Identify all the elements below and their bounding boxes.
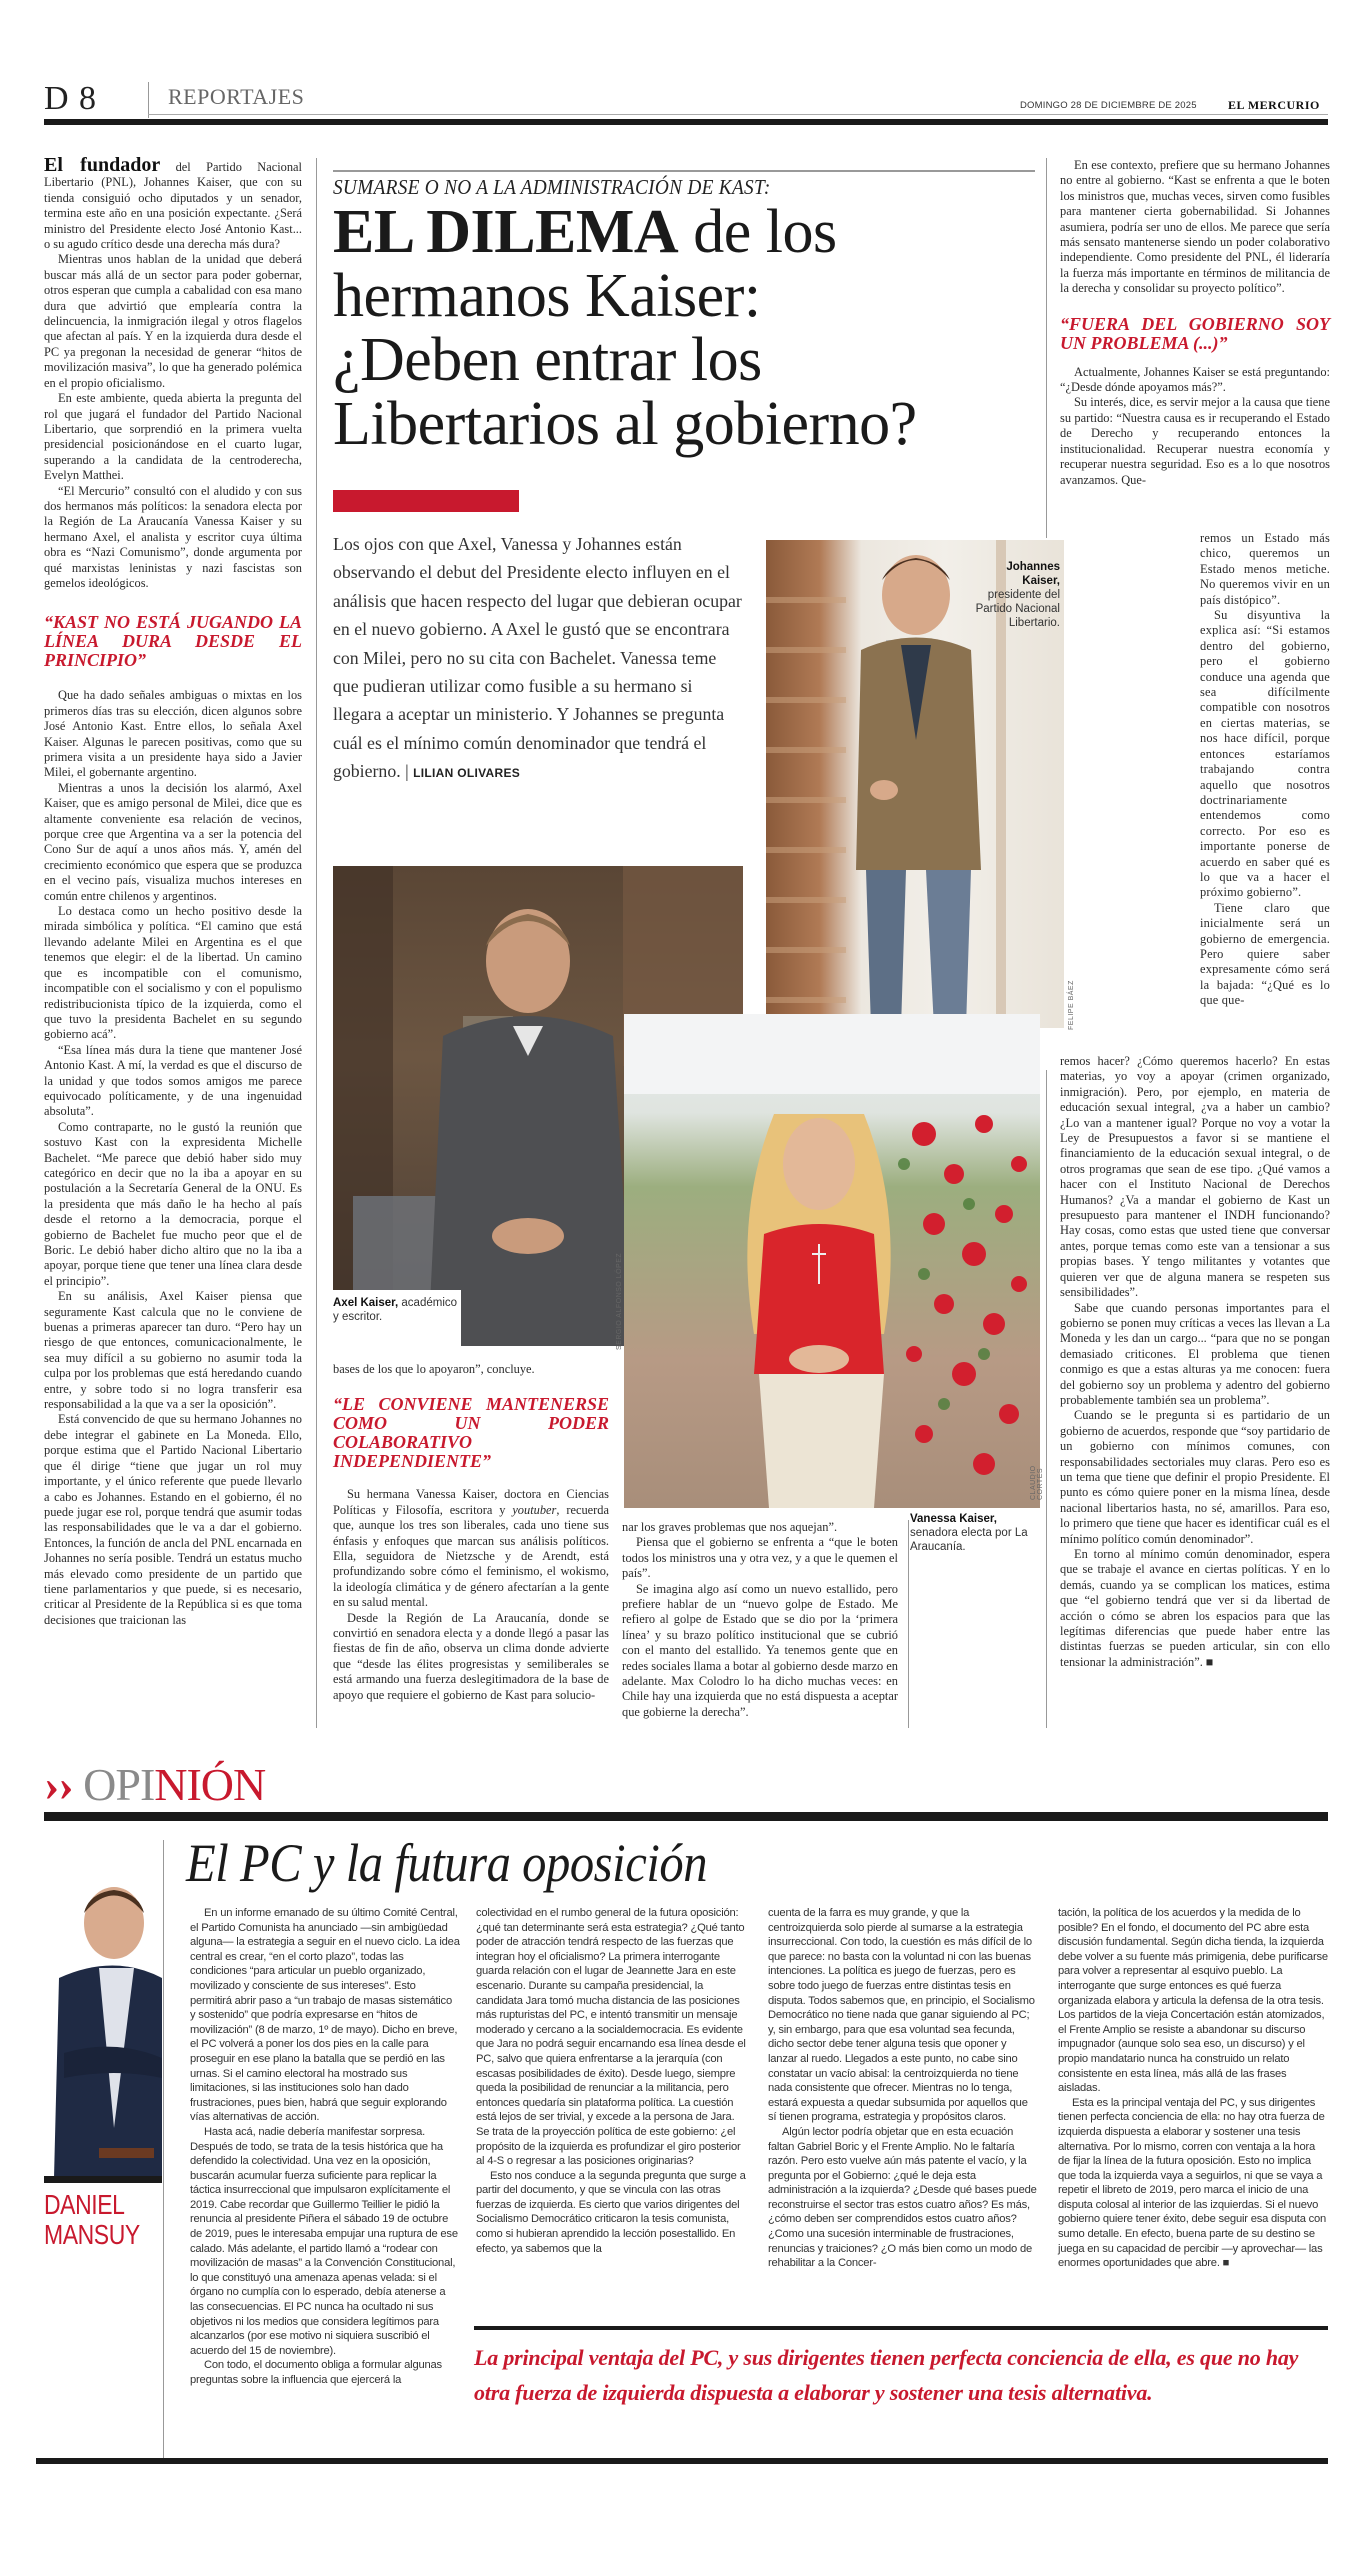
- opinion-column-2: colectividad en el rumbo general de la futura oposición: ¿qué tan determinante será esta estrategia? ¿Qué tanto poder de atracción tendrá respecto de las fuerzas que integran hoy el oficialismo? La primera interrogante guarda relación con el lugar de Jeannette Jara en este escenario. Durante su campaña presidencial, la candidata Jara tomó mucha distancia de las posiciones más rupturistas del PC, e intentó transmitir un mensaje moderado y cercano a la socialdemocracia. Es evidente que Jara no podrá seguir encarnando esa línea desde el PC, salvo que quiera enfrentarse a la jerarquía (con escasas posibilidades de éxito). Desde luego, siempre queda la posibilidad de renunciar a la militancia, pero entonces quedaría sin plataforma política. La cuestión está lejos de ser trivial, y excede a la persona de Jara. Se trata de la proyección política de este gobierno: ¿el propósito de la izquierda es profundizar el giro posterior al 4-S o regresar a las posiciones originarias? Esto nos conduce a la segunda pregunta que surge a partir del documento, y que se vincula con las otras fuerzas de izquierda. Es cierto que varios dirigentes del Socialismo Democrático criticaron la tesis comunista, como si hubieran aprendido la lección posestallido. En efecto, ya sabemos que la: [476, 1907, 746, 2255]
- opinion-column-4: tación, la política de los acuerdos y la medida de lo posible? En el fondo, el documento del PC abre esta discusión fundamental. Según dicha tienda, la izquierda debe volver a su fuente más primigenia, debe purificarse para volver a representar al esquivo pueblo. La interrogante que surge entonces es qué fuerza organizada elabora y articula la defensa de la otra tesis. Los partidos de la vieja Concertación están atomizados, el Frente Amplio se resiste a abandonar su discurso impugnador (aunque solo sea eso, un discurso) y el propio mandatario nunca ha construido un relato consistente en esta línea, más allá de las frases aisladas. Esta es la principal ventaja del PC, y sus dirigentes tienen perfecta conciencia de ella: no hay otra fuerza de izquierda dispuesta a elaborar y sostener una tesis alternativa. Por lo mismo, corren con ventaja a la hora de fijar la línea de la futura oposición. Esto no implica que toda la izquierda vaya a seguirlos, ni que se vaya a repetir el libreto de 2019, pero marca el inicio de una disputa colosal al interior de las izquierdas. Si el nuevo gobierno quiere tener éxito, debe seguir esa disputa con sumo detalle. En efecto, buena parte de su destino se juega en su capacidad de percibir —y aprovechar— las enormes oportunidades que abre. ■: [1058, 1907, 1328, 2270]
- opinion-column-3: cuenta de la farra es muy grande, y que la centroizquierda solo pierde al sumarse a la estrategia insurreccional. Con todo, la cuestión es más difícil de lo que parece: no basta con la voluntad ni con las buenas intenciones. La política es juego de fuerzas, pero es sobre todo juego de fuerzas entre distintas tesis en disputa. Todos sabemos que, en principio, el Socialismo Democrático no tiene nada que ganar siguiendo al PC; y, sin embargo, para que esa voluntad sea fecunda, dicho sector debe tener alguna tesis que oponer y lanzar al ruedo. Llegados a este punto, no cabe sino constatar un vacío abisal: la centroizquierda no tiene nada consistente que ofrecer. Mientras no lo tenga, estará expuesta a quedar subsumida por aquellos que sí tienen programa, estrategia y propósitos claros. Algún lector podría objetar que en esta ecuación faltan Gabriel Boric y el Frente Amplio. No le faltaría razón. Pero esto vuelve aún más patente el vacío, y la pregunta por el Gobierno: ¿qué le deja esta administración a la izquierda? ¿Desde qué bases puede reconstruirse el sector tras estos cuatro años? Es más, ¿cómo deben ser comprendidos estos cuatro años? ¿Como una sucesión interminable de frustraciones, renuncias y traiciones? ¿O más bien como un modo de rehabilitar a la Concer-: [768, 1907, 1037, 2270]
- pullquote-rule: [474, 2326, 1328, 2330]
- lead-in: El fundador: [44, 154, 161, 176]
- caption-vanessa: Vanessa Kaiser, senadora electa por La Araucanía.: [910, 1513, 1028, 1553]
- column-divider: [1046, 158, 1047, 538]
- page-number: D 8: [44, 80, 98, 117]
- header-date: DOMINGO 28 DE DICIEMBRE DE 2025: [1020, 100, 1197, 111]
- kicker: SUMARSE O NO A LA ADMINISTRACIÓN DE KAST:: [333, 175, 771, 199]
- header-rule-thick: [44, 119, 1328, 125]
- column-divider: [316, 158, 317, 1728]
- author-name: DANIEL MANSUY: [44, 2189, 140, 2250]
- opinion-column-1: En un informe emanado de su último Comité Central, el Partido Comunista ha anunciado —sin ambigüedad alguna— la estrategia a seguir en el nuevo ciclo. La idea central es crear, “en el corto plazo”, todas las condiciones “para articular un pueblo organizado, movilizado y consciente de sus intereses”. Esto permitirá abrir paso a “un trabajo de masas sistemático y sostenido” que podría expresarse en “hitos de movilización” (8 de marzo, 1º de mayo). Dicho en breve, el PC volverá a poner los dos pies en la calle para proseguir en ese plano la batalla que se perdió en las urnas. Si el camino electoral ha mostrado sus limitaciones, si las instituciones solo han dado frustraciones, pues bien, habrá que seguir explorando vías alternativas de acción. Hasta acá, nadie debería manifestar sorpresa. Después de todo, se trata de la tesis histórica que ha defendido la colectividad. Una vez en la oposición, buscarán acumular fuerza suficiente para replicar la táctica insurreccional que impulsaron explícitamente el 2019. Cabe recordar que Guillermo Teillier le pidió la renuncia al presidente Piñera el sábado 19 de octubre de 2019, pues le interesaba empujar una ruptura de ese calado. Más adelante, el partido llamó a “rodear con movilización de masas” a la Convención Constitucional, lo que constituyó una amenaza apenas velada: si el órgano no cumplía con lo esperado, debía atenerse a las consecuencias. El PC nunca ha ocultado ni sus objetivos ni los medios que considera legítimos para alcanzarlos (por ese motivo ni siquiera suscribió el acuerdo del 15 de noviembre). Con todo, el documento obliga a formular algunas preguntas sobre la influencia que ejercerá la: [190, 1907, 460, 2386]
- end-mark: ■: [1205, 1654, 1214, 1669]
- opinion-rule-thick: [44, 1812, 1328, 1821]
- credit-axel: SERGIO ALFONSO LÓPEZ: [616, 1252, 623, 1350]
- lede: Los ojos con que Axel, Vanessa y Johannes están observando el debut del Presidente electo influyen en el análisis que hacen respecto del lugar que debieran ocupar en el nuevo gobierno. A Axel le gustó que se encontrara con Milei, pero no su cita con Bachelet. Vanessa teme que pudieran utilizar como fusible a su hermano si llegara a aceptar un ministerio. Y Johannes se pregunta cuál es el mínimo común denominador que tendrá el gobierno. | LILIAN OLIVARES: [333, 534, 742, 782]
- article-column-4-narrow: remos un Estado más chico, queremos un Estado menos metiche. No queremos vivir en un país distópico”. Su disyuntiva la explica así: “Si estamos dentro del gobierno, pero el gobierno conduce una agenda que sea difícilmente compatible con nosotros en ciertas materias, se nos hace difícil, porque entonces estaríamos trabajando contra aquello que nosotros doctrinariamente entendemos como correcto. Por eso es importante ponerse de acuerdo en saber qué es lo que va a hacer el próximo gobierno”. Tiene claro que inicialmente será un gobierno de emergencia. Pero quiere saber expresamente cómo será la bajada: “¿Qué es lo que que-: [1200, 531, 1330, 1008]
- opinion-title: El PC y la futura oposición: [186, 1833, 708, 1893]
- article-column-4-wide: remos hacer? ¿Cómo queremos hacerlo? En estas materias, yo voy a apoyar (crimen organizado, inmigración). Pero, por ejemplo, en materia de educación sexual integral, ¿va a haber un cambio? ¿Lo van a mantener igual? Porque no voy a votar la Ley de Presupuestos a favor si se mantiene el financiamiento de la educación sexual integral, o de otros programas que sean de ese tipo. ¿Qué vamos a hacer con el Instituto Nacional de Derechos Humanos? ¿Va a mandar el gobierno de Kast un presupuesto para mantener el INDH funcionando? Hay cosas, como estas que usted tiene que conversar antes, porque temas como este van a tensionar a sus propias bases. Y tengo militantes y votantes que quieren ver que de alguna manera se respeten sus sensibilidades”. Sabe que cuando personas importantes para el gobierno se ponen muy críticas a veces las llevan a La Moneda y les dan un cargo... “para que no se pongan demasiado criticones. El problema que tienen conmigo es que a estas alturas ya me conocen: fuera del gobierno soy un problema y adentro del gobierno probablemente también sea un problema”. Cuando se le pregunta si es partidario de un gobierno de acuerdos, responde que “soy partidario de un gobierno con mínimos comunes, con responsabilidades sectoriales muy claras. Pero eso es un tema que tiene que definir el propio Presidente. El punto es cómo quiere poner en la misma línea, desde nacional libertarios hasta, no sé, amarillos. Para eso, lo primero que tiene que hacer es identificar cuál es el mínimo político común denominador”. En torno al mínimo común denominador, espera que se trabaje el avance en ciertas políticas. Y en lo demás, cuando ya se complican los matices, estima que “el gobierno tendrá que ver si da libertad de acción o cómo se abren los espacios para que las legítimas diferencias que puede haber entre las distintas fuerzas se pueden articular, sin con ello tensionar la administración”. ■: [1060, 1054, 1330, 1669]
- author-figure-icon: [44, 1878, 162, 2178]
- kicker-rule: [333, 170, 1035, 172]
- vanessa-figure-icon: [624, 1014, 1040, 1508]
- column-divider: [1046, 1070, 1047, 1728]
- footer-rule: [36, 2458, 1328, 2464]
- subhead-kast: “KAST NO ESTÁ JUGANDO LA LÍNEA DURA DESDE EL PRINCIPIO”: [44, 612, 302, 671]
- headline-bold: EL DILEMA: [333, 198, 679, 266]
- section-label: REPORTAJES: [168, 84, 305, 109]
- author-bar: [44, 2176, 162, 2183]
- subhead-vanessa: “LE CONVIENE MANTENERSE COMO UN PODER COLABORATIVO INDEPENDIENTE”: [333, 1394, 609, 1472]
- newspaper-name: EL MERCURIO: [1228, 98, 1320, 112]
- opinion-section-title: ›› OPINIÓN: [44, 1759, 266, 1810]
- byline: LILIAN OLIVARES: [413, 766, 521, 781]
- article-column-1: El fundador del Partido Nacional Libertario (PNL), Johannes Kaiser, que con su tienda consiguió ocho diputados y un senador, termina este año en una posición expectante. ¿Será ministro del Presidente electo José Antonio Kast... o su agudo crítico desde una derecha más dura? Mientras unos hablan de la unidad que deberá buscar más allá de un sector para poder gobernar, otros esperan que cumpla a cabalidad con esa mano dura que advirtió que emplearía contra la delincuencia, la inmigración ilegal y otros flagelos que afectan al país. Y en la izquierda dura desde el PC ya pregonan la necesidad de generar “hitos de movilización masiva”, lo que ha generado polémica en el propio oficialismo. En este ambiente, queda abierta la pregunta del rol que jugará el fundador del Partido Nacional Libertario, que sorprendió en la primera vuelta presidencial posicionándose en el cuarto lugar, superando a la candidata de la centroderecha, Evelyn Matthei. “El Mercurio” consultó con el aludido y con sus dos hermanos más políticos: la senadora electa por la Región de La Araucanía Vanessa Kaiser y su hermano Axel, el analista y escritor cuya última obra es “Nazi Comunismo”, donde argumenta por qué marxistas leninistas y nazi fascistas son gemelos ideológicos. “KAST NO ESTÁ JUGANDO LA LÍNEA DURA DESDE EL PRINCIPIO” Que ha dado señales ambiguas o mixtas en los primeros días tras su elección, dicen algunos sobre José Antonio Kast. Entre ellos, lo señala Axel Kaiser. Algunas le parecen positivas, como que su primera visita a un presidente haya sido a Javier Milei, el gobernante argentino. Mientras a unos la decisión los alarmó, Axel Kaiser, que es amigo personal de Milei, dice que es altamente conveniente esa relación de vecinos, porque cree que Argentina va a ser la potencia del Cono Sur de aquí a unos años más. Y, amén del crecimiento económico que espera que se produzca en el vecino país, visualiza muchos intereses en común entre chilenos y argentinos. Lo destaca como un hecho positivo desde la mirada simbólica y política. “El camino que está llevando adelante Milei en Argentina es el que tenemos que elegir: el de la libertad. Un camino que es incompatible con el comunismo, incompatible con el socialismo y con el populismo redistribucionista típico de la izquierda, como el que tuvo la presidenta Bachelet en su segundo gobierno acá”. “Esa línea más dura la tiene que mantener José Antonio Kast. A mí, la verdad es que el discurso de la unidad y que todos somos amigos me parece equivocado políticamente, y de una ingenuidad absoluta”. Como contraparte, no le gustó la reunión que sostuvo Kast con la expresidenta Michelle Bachelet. “Me parece que debió haber sido muy categórico en decir que no la iba a apoyar en su postulación a la Secretaría General de la ONU. Es la presidenta que más daño le ha hecho al país desde el retorno a la democracia, porque el gobierno de Bachelet fue mucho peor que el de Boric. Le debió haber dicho altiro que no la iba a apoyar, porque tiene que tener una línea clara desde el principio”. En su análisis, Axel Kaiser piensa que seguramente Kast calcula que no le conviene de buenas a primeras aparecer tan duro. “Pero hay un riesgo de que entonces, comunicacionalmente, le sea muy difícil a su gobierno no asumir toda la culpa por los problemas que está heredando cuando entre, y sobre todo si no logra transferir esa responsabilidad a la que va a ser la oposición”. Está convencido de que su hermano Johannes no debe integrar el gabinete en La Moneda. Ello, porque estima que el Partido Nacional Libertario que él dirige “tiene que jugar un rol muy importante, y el único referente que puede llevarlo a cabo es Johannes. Estando en el gobierno, él no puede jugar ese rol, porque tendrá que asumir todas las responsabilidades que le va a dar el gobierno. Entonces, la función de ancla del PNL encarnada en Johannes no sería posible. Tendrá un estatus mucho más elevado como presidente de un partido que tiene parlamentarios y que puede, si es necesario, criticar al Presidente de la República si es que toma decisiones que traicionan las: [44, 154, 302, 1627]
- author-photo-daniel-mansuy: [44, 1878, 162, 2178]
- subhead-johannes: “FUERA DEL GOBIERNO SOY UN PROBLEMA (...)”: [1060, 313, 1330, 353]
- caption-johannes: Johannes Kaiser, presidente del Partido Nacional Libertario.: [975, 561, 1060, 629]
- article-column-4: En ese contexto, prefiere que su hermano Johannes no entre al gobierno. “Kast se enfrenta a que le boten los ministros que, muchas veces, sirven como fusibles para mantener cierta gobernabilidad. Si Johannes asumiera, podría ser uno de ellos. Me parece que sería más sensato mantenerse siendo un poder colaborativo independiente. Como presidente del PNL, él lideraría la fuerza más importante en términos de militancia de la derecha y consolidar su proyecto político”. “FUERA DEL GOBIERNO SOY UN PROBLEMA (...)” Actualmente, Johannes Kaiser se está preguntando: “¿Desde dónde apoyamos más?”. Su interés, dice, es servir mejor a la causa que tiene su partido: “Nuestra causa es ir recuperando el Estado de Derecho y recuperando entonces la institucionalidad. Recuperar nuestra economía y recuperar nuestra seguridad. Eso es a lo que nosotros avanzamos. Que-: [1060, 158, 1330, 487]
- end-mark: ■: [1222, 2257, 1230, 2270]
- credit-vanessa: CLAUDIO CORTÉS: [1030, 1465, 1044, 1500]
- pullquote: La principal ventaja del PC, y sus dirigentes tienen perfecta conciencia de ella, es que no hay otra fuerza de izquierda dispuesta a elaborar y sostener una tesis alternativa.: [474, 2345, 1299, 2405]
- column-divider: [908, 1520, 909, 1728]
- headline: EL DILEMA de los hermanos Kaiser: ¿Deben entrar los Libertarios al gobierno?: [333, 198, 917, 458]
- header-rule-thin: [148, 114, 1328, 115]
- headline-accent-bar: [333, 490, 519, 512]
- double-chevron-icon: ››: [44, 1759, 73, 1810]
- opinion-divider: [163, 1840, 164, 2460]
- caption-axel: Axel Kaiser, académico y escritor.: [333, 1297, 458, 1323]
- header-divider: [148, 82, 149, 118]
- article-column-2: bases de los que lo apoyaron”, concluye. “LE CONVIENE MANTENERSE COMO UN PODER COLABORATIVO INDEPENDIENTE” Su hermana Vanessa Kaiser, doctora en Ciencias Políticas y Filosofía, escritora y youtuber, recuerda que, aunque los tres son liberales, cada uno tiene sus énfasis y enfoques que marcan sus análisis políticos. Ella, seguidora de Nietzsche y de Arendt, está profundizando sobre cómo el feminismo, el wokismo, la ideología climática y de género afectarían a la gente en su salud mental. Desde la Región de La Araucanía, donde se convirtió en senadora electa y a donde llegó a pasar las fiestas de fin de año, observa un clima donde advierte que “desde las élites progresistas y semiliberales se está armando una fuerza deslegitimadora de la base de apoyo que requiere el gobierno de Kast para solucio-: [333, 1362, 609, 1702]
- photo-vanessa-kaiser: [624, 1014, 1040, 1508]
- credit-johannes: FELIPE BÁEZ: [1068, 980, 1075, 1030]
- article-column-3: nar los graves problemas que nos aquejan”. Piensa que el gobierno se enfrenta a “que le boten todos los ministros una y otra vez, y a que le quemen el país”. Se imagina algo así como un nuevo estallido, pero prefiere hablar de un “nuevo golpe de Estado. Me refiero al golpe de Estado que se dio por la ‘primera línea’ y su brazo político institucional que se cubrió con el manto del estallido. Ya tenemos gente que en redes sociales llama a botar al gobierno desde marzo en adelante. Max Colodro lo ha dicho muchas veces: en Chile hay una izquierda que no está dispuesta a aceptar que gobierne la derecha”.: [622, 1520, 898, 1719]
